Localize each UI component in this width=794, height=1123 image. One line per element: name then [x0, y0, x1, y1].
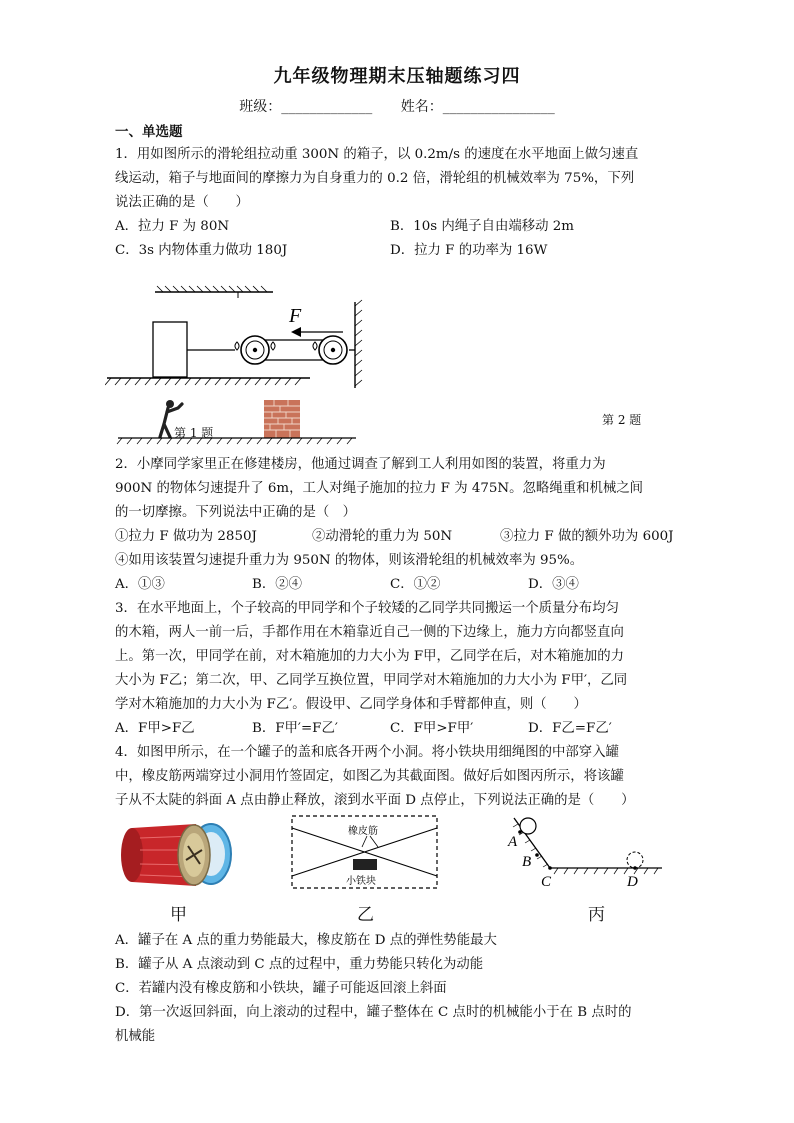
q4-option-b[interactable]: B．罐子从 A 点滚动到 C 点的过程中，重力势能只转化为动能	[115, 957, 484, 972]
q2-option-b[interactable]: B．②④	[252, 577, 303, 592]
q3-line-5: 学对木箱施加的力大小为 F乙′。假设甲、乙同学身体和手臂都伸直，则（ ）	[115, 697, 587, 712]
box-shape	[153, 322, 187, 377]
point-b-label: B	[522, 854, 532, 870]
student-info	[0, 96, 794, 116]
figure-1-caption: 第 1 题	[174, 426, 214, 440]
q3-line-2: 的木箱，两人一前一后，手都作用在木箱靠近自己一侧的下边缘上，施力方向都竖直向	[115, 625, 624, 640]
iron-block-label: 小铁块	[346, 876, 376, 887]
section-heading: 一、单选题	[115, 124, 183, 140]
q2-statement-4: ④如用该装置匀速提升重力为 950N 的物体，则该滑轮组的机械效率为 95%。	[115, 553, 584, 568]
q4-option-d-cont: 机械能	[115, 1029, 156, 1044]
rubber-band-label: 橡皮筋	[348, 826, 378, 837]
q1-option-a[interactable]: A．拉力 F 为 80N	[115, 219, 230, 234]
q2-line-2: 900N 的物体匀速提升了 6m，工人对绳子施加的拉力 F 为 475N。忽略绳重和机械之间	[115, 481, 644, 496]
incline-figure	[500, 812, 670, 894]
caption-yi: 乙	[357, 905, 374, 925]
q2-statement-2: ②动滑轮的重力为 50N	[312, 529, 453, 544]
q1-line-2: 线运动，箱子与地面间的摩擦力为自身重力的 0.2 倍，滑轮组的机械效率为 75%，下列	[115, 171, 635, 186]
q1-option-b[interactable]: B．10s 内绳子自由端移动 2m	[390, 219, 574, 234]
point-a-label: A	[508, 834, 518, 850]
q1-line-1: 1．用如图所示的滑轮组拉动重 300N 的箱子，以 0.2m/s 的速度在水平地面上做匀速直	[115, 147, 639, 162]
class-field[interactable]: 班级：_____________	[239, 99, 373, 115]
q3-option-d[interactable]: D．F乙=F乙′	[528, 721, 612, 736]
q1-line-3: 说法正确的是（ ）	[115, 195, 249, 210]
q2-statement-1: ①拉力 F 做功为 2850J	[115, 529, 257, 544]
q4-line-3: 子从不太陡的斜面 A 点由静止释放，滚到水平面 D 点停止，下列说法正确的是（ ）	[115, 793, 635, 808]
pulley-figure	[105, 282, 385, 394]
q3-line-1: 3．在水平地面上，个子较高的甲同学和个子较矮的乙同学共同搬运一个质量分布均匀	[115, 601, 619, 616]
cross-section-figure	[290, 812, 440, 890]
q2-statement-3: ③拉力 F 做的额外功为 600J	[500, 529, 674, 544]
worker-figure	[112, 394, 362, 446]
q4-line-2: 中，橡皮筋两端穿过小洞用竹签固定，如图乙为其截面图。做好后如图丙所示，将该罐	[115, 769, 624, 784]
q2-option-a[interactable]: A．①③	[115, 577, 165, 592]
q3-option-b[interactable]: B．F甲′=F乙′	[252, 721, 338, 736]
point-c-label: C	[541, 874, 552, 890]
figure-2-caption: 第 2 题	[602, 413, 642, 427]
q2-line-3: 的一切摩擦。下列说法中正确的是（ ）	[115, 505, 357, 520]
can-start-circle	[520, 818, 536, 834]
q1-option-d[interactable]: D．拉力 F 的功率为 16W	[390, 243, 548, 258]
can-photo	[116, 820, 238, 892]
can-end-circle	[627, 852, 643, 868]
q4-line-1: 4．如图甲所示，在一个罐子的盖和底各开两个小洞。将小铁块用细绳图的中部穿入罐	[115, 745, 619, 760]
name-field[interactable]: 姓名：________________	[400, 99, 555, 115]
caption-bing: 丙	[588, 905, 605, 925]
q2-option-c[interactable]: C．①②	[390, 577, 441, 592]
q2-option-d[interactable]: D．③④	[528, 577, 579, 592]
q3-line-4: 大小为 F乙；第二次，甲、乙同学互换位置，甲同学对木箱施加的力大小为 F甲′，乙同	[115, 673, 628, 688]
caption-jia: 甲	[170, 905, 187, 925]
q1-option-c[interactable]: C．3s 内物体重力做功 180J	[115, 243, 288, 258]
q4-option-c[interactable]: C．若罐内没有橡皮筋和小铁块，罐子可能返回滚上斜面	[115, 981, 447, 996]
q4-option-a[interactable]: A．罐子在 A 点的重力势能最大，橡皮筋在 D 点的弹性势能最大	[115, 933, 497, 948]
q3-line-3: 上。第一次，甲同学在前，对木箱施加的力大小为 F甲，乙同学在后，对木箱施加的力	[115, 649, 624, 664]
point-d-label: D	[627, 874, 638, 890]
q3-option-a[interactable]: A．F甲>F乙	[115, 721, 195, 736]
iron-block-shape	[353, 859, 377, 870]
page-title: 九年级物理期末压轴题练习四	[273, 66, 521, 87]
force-label: F	[289, 305, 302, 327]
q4-option-d[interactable]: D．第一次返回斜面，向上滚动的过程中，罐子整体在 C 点时的机械能小于在 B 点时的	[115, 1005, 632, 1020]
q2-line-1: 2．小摩同学家里正在修建楼房，他通过调查了解到工人利用如图的装置，将重力为	[115, 457, 606, 472]
force-arrow	[291, 327, 301, 337]
q3-option-c[interactable]: C．F甲>F甲′	[390, 721, 474, 736]
